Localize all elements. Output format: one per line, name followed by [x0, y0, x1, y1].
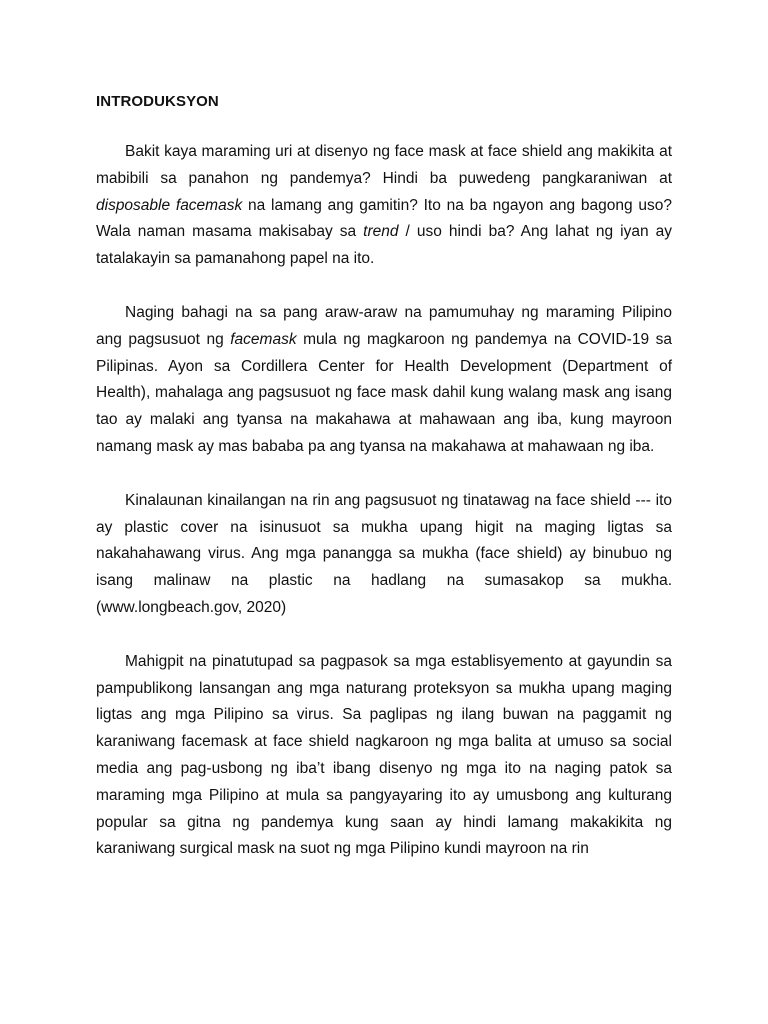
text-run: mula ng magkaroon ng pandemya na COVID-19 sa Pilipinas. Ayon sa Cordillera Center for Health Development (Department of Health), mahalaga ang pagsusuot ng face mask dahil kung walang mask ang isang tao ay malaki ang tyansa na makahawa at mahawaan ang iba, kung mayroon namang mask ay mas bababa pa ang tyansa na makahawa at mahawaan ng iba.	[96, 330, 672, 455]
body-paragraph-3	[96, 488, 672, 622]
italic-text-run: trend	[363, 223, 399, 241]
document-page	[96, 90, 672, 890]
text-run: Naging bahagi na sa pang araw-araw na pamumuhay ng maraming Pilipino ang pagsusuot ng	[96, 303, 672, 348]
text-run: Kinalaunan kinailangan na rin ang pagsusuot ng tinatawag na face shield --- ito ay plastic cover na isinusuot sa mukha upang higit na maging ligtas sa nakahahawang virus. Ang mga panangga sa mukha (face shield) ay binubuo ng isang malinaw na plastic na hadlang na sumasakop sa mukha. (www.longbeach.gov, 2020)	[96, 491, 672, 616]
italic-text-run: disposable facemask	[96, 196, 243, 214]
section-heading: INTRODUKSYON	[96, 93, 219, 110]
text-run: / uso hindi ba? Ang lahat ng iyan ay tatalakayin sa pamanahong papel na ito.	[96, 223, 673, 268]
body-paragraph-4	[96, 649, 672, 863]
paragraph-container	[96, 139, 672, 863]
italic-text-run: facemask	[230, 330, 297, 348]
body-paragraph-1	[96, 139, 672, 273]
body-paragraph-2	[96, 300, 672, 461]
text-run: Bakit kaya maraming uri at disenyo ng face mask at face shield ang makikita at mabibili sa panahon ng pandemya? Hindi ba puwedeng pangkaraniwan at	[96, 143, 672, 187]
text-run: na lamang ang gamitin? Ito na ba ngayon ang bagong uso? Wala naman masama makisabay sa	[96, 196, 673, 241]
text-run: Mahigpit na pinatutupad sa pagpasok sa mga establisyemento at gayundin sa pampublikong lansangan ang mga naturang proteksyon sa mukha upang maging ligtas ang mga Pilipino sa virus. Sa paglipas ng ilang buwan na paggamit ng karaniwang facemask at face shield nagkaroon ng mga balita at umuso sa social media ang pag-usbong ng iba’t ibang disenyo ng mga ito na naging patok sa maraming mga Pilipino at mula sa pangyayaring ito ay umusbong ang kulturang popular sa gitna ng pandemya kung saan ay hindi lamang makakikita ng karaniwang surgical mask na suot ng mga Pilipino kundi mayroon na rin	[96, 652, 672, 858]
